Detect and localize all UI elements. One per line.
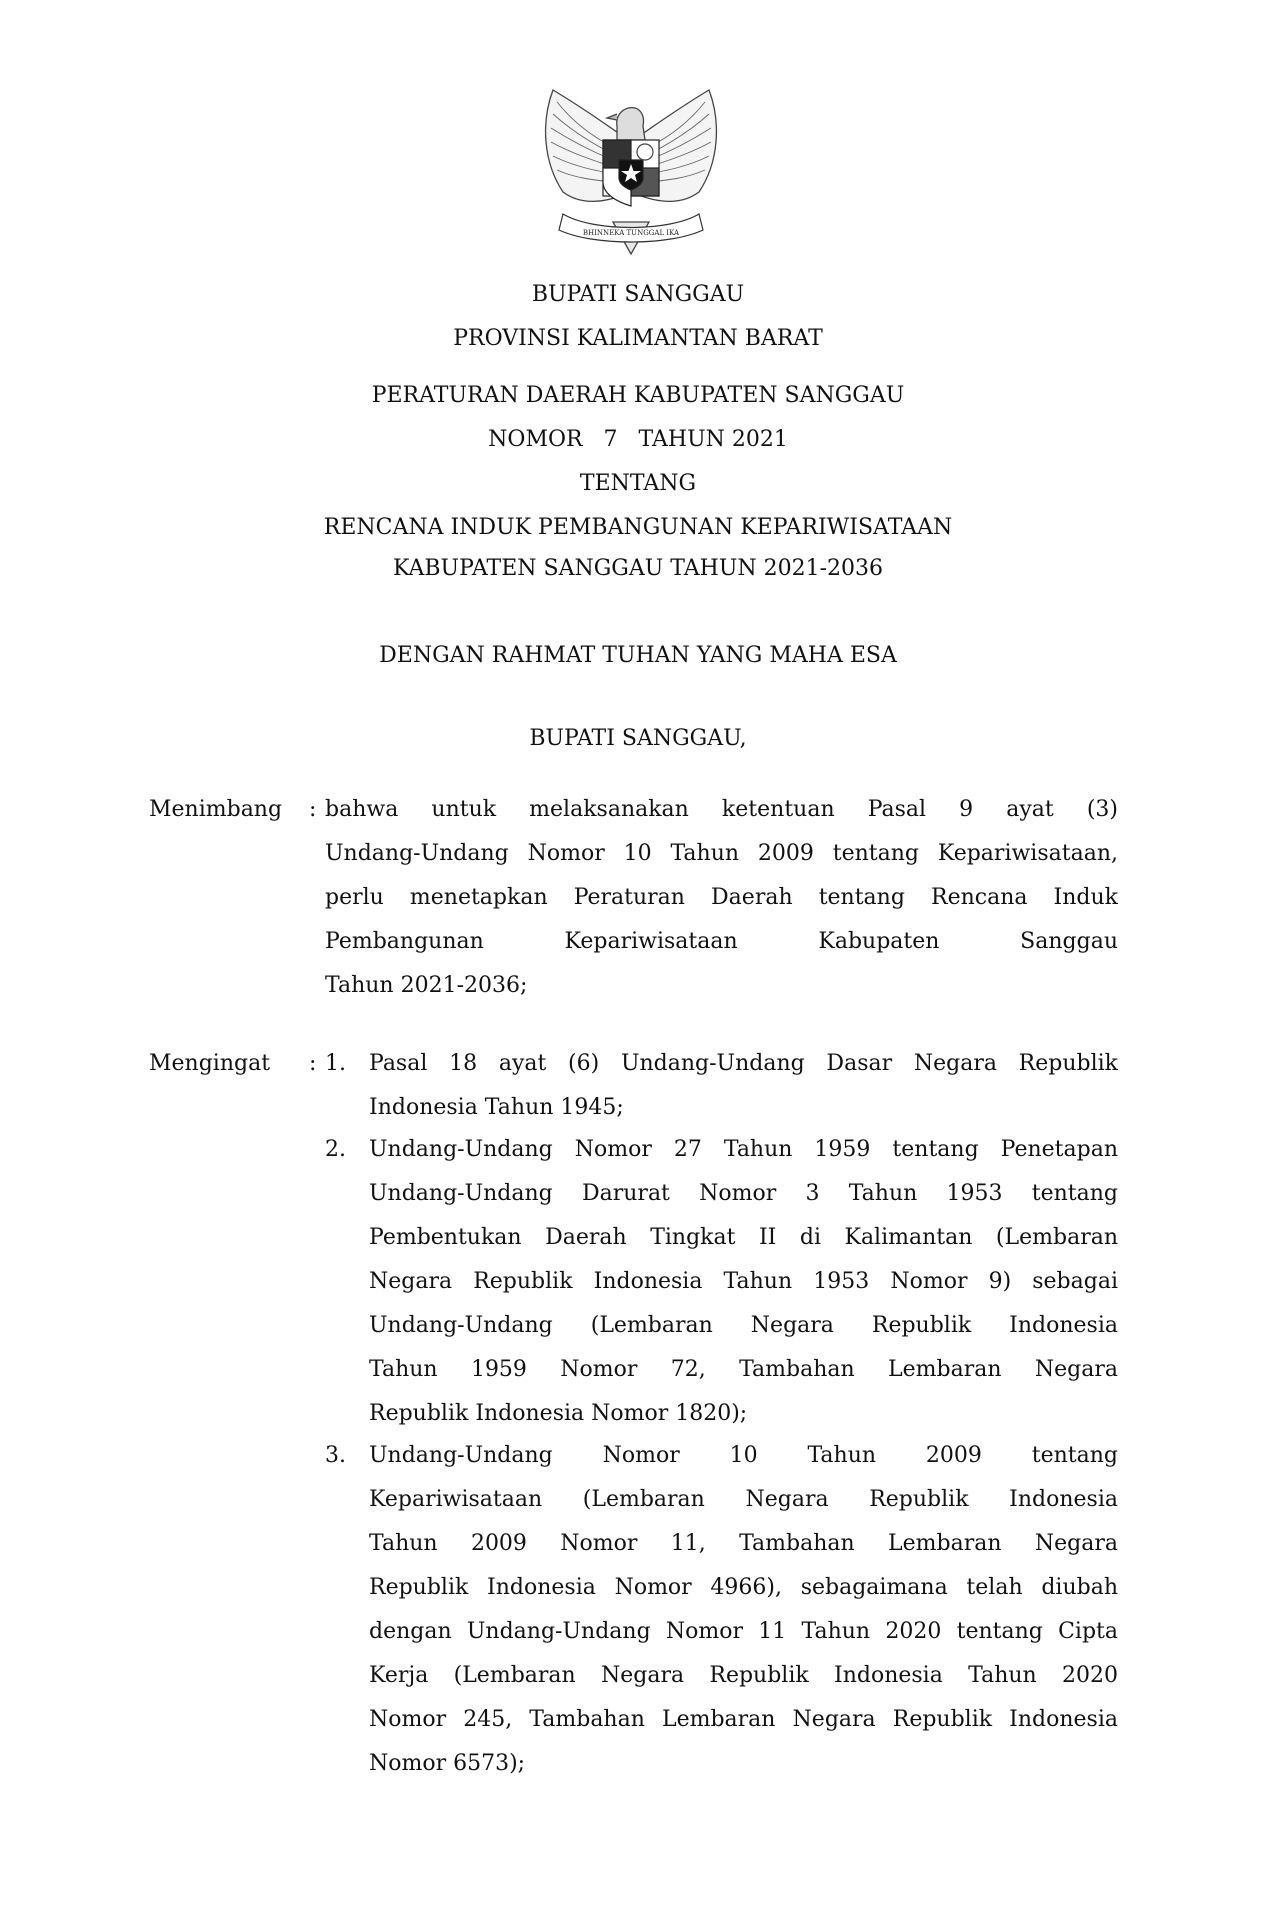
- menimbang-text-line: Undang-Undang Nomor 10 Tahun 2009 tentang Kepariwisataan,: [325, 841, 1118, 866]
- mengingat-item-text-line: Pasal 18 ayat (6) Undang-Undang Dasar Negara Republik: [369, 1051, 1118, 1076]
- mengingat-label: Mengingat: [149, 1051, 271, 1076]
- mengingat-item-number: 2.: [325, 1137, 346, 1162]
- mengingat-item-text-line: Undang-Undang Darurat Nomor 3 Tahun 1953 tentang: [369, 1181, 1118, 1206]
- menimbang-text-line: Tahun 2021-2036;: [325, 973, 528, 998]
- issuer-heading: BUPATI SANGGAU,: [529, 726, 747, 751]
- mengingat-item-text-line: Pembentukan Daerah Tingkat II di Kalimantan (Lembaran: [369, 1225, 1118, 1250]
- mengingat-item-text-line: Negara Republik Indonesia Tahun 1953 Nomor 9) sebagai: [369, 1269, 1118, 1294]
- mengingat-item-text-line: Republik Indonesia Nomor 1820);: [369, 1401, 748, 1426]
- menimbang-colon: :: [309, 797, 317, 822]
- menimbang-label: Menimbang: [149, 797, 283, 822]
- menimbang-text-line: Pembangunan Kepariwisataan Kabupaten Sanggau: [325, 929, 1118, 954]
- mengingat-item-text-line: Undang-Undang Nomor 10 Tahun 2009 tentang: [369, 1443, 1118, 1468]
- mengingat-item-text-line: Undang-Undang (Lembaran Negara Republik Indonesia: [369, 1313, 1118, 1338]
- regulation-subject-line2: KABUPATEN SANGGAU TAHUN 2021-2036: [392, 556, 884, 581]
- mengingat-item-text-line: dengan Undang-Undang Nomor 11 Tahun 2020 tentang Cipta: [369, 1619, 1118, 1644]
- mengingat-item-text-line: Nomor 245, Tambahan Lembaran Negara Republik Indonesia: [369, 1707, 1118, 1732]
- menimbang-text-line: bahwa untuk melaksanakan ketentuan Pasal 9 ayat (3): [325, 797, 1118, 822]
- header-provinsi: PROVINSI KALIMANTAN BARAT: [453, 326, 823, 351]
- mengingat-colon: :: [309, 1051, 317, 1076]
- mengingat-item-text-line: Indonesia Tahun 1945;: [369, 1095, 624, 1120]
- header-bupati: BUPATI SANGGAU: [531, 282, 745, 307]
- mengingat-item-text-line: Kerja (Lembaran Negara Republik Indonesia Tahun 2020: [369, 1663, 1118, 1688]
- regulation-subject-line1: RENCANA INDUK PEMBANGUNAN KEPARIWISATAAN: [323, 515, 953, 540]
- preamble-invocation: DENGAN RAHMAT TUHAN YANG MAHA ESA: [379, 643, 897, 668]
- mengingat-item-text-line: Undang-Undang Nomor 27 Tahun 1959 tentang Penetapan: [369, 1137, 1118, 1162]
- mengingat-item-text-line: Nomor 6573);: [369, 1751, 526, 1776]
- menimbang-text-line: perlu menetapkan Peraturan Daerah tentang Rencana Induk: [325, 885, 1118, 910]
- mengingat-item-text-line: Tahun 1959 Nomor 72, Tambahan Lembaran Negara: [369, 1357, 1118, 1382]
- mengingat-item-text-line: Tahun 2009 Nomor 11, Tambahan Lembaran Negara: [369, 1531, 1118, 1556]
- svg-text:BHINNEKA TUNGGAL IKA: BHINNEKA TUNGGAL IKA: [582, 229, 680, 237]
- mengingat-item-text-line: Republik Indonesia Nomor 4966), sebagaimana telah diubah: [369, 1575, 1118, 1600]
- regulation-number: NOMOR 7 TAHUN 2021: [488, 427, 788, 452]
- garuda-pancasila-emblem: [533, 82, 729, 258]
- mengingat-item-text-line: Kepariwisataan (Lembaran Negara Republik Indonesia: [369, 1487, 1118, 1512]
- tentang-heading: TENTANG: [579, 471, 697, 496]
- mengingat-item-number: 1.: [325, 1051, 346, 1076]
- mengingat-item-number: 3.: [325, 1443, 346, 1468]
- regulation-title: PERATURAN DAERAH KABUPATEN SANGGAU: [371, 383, 905, 408]
